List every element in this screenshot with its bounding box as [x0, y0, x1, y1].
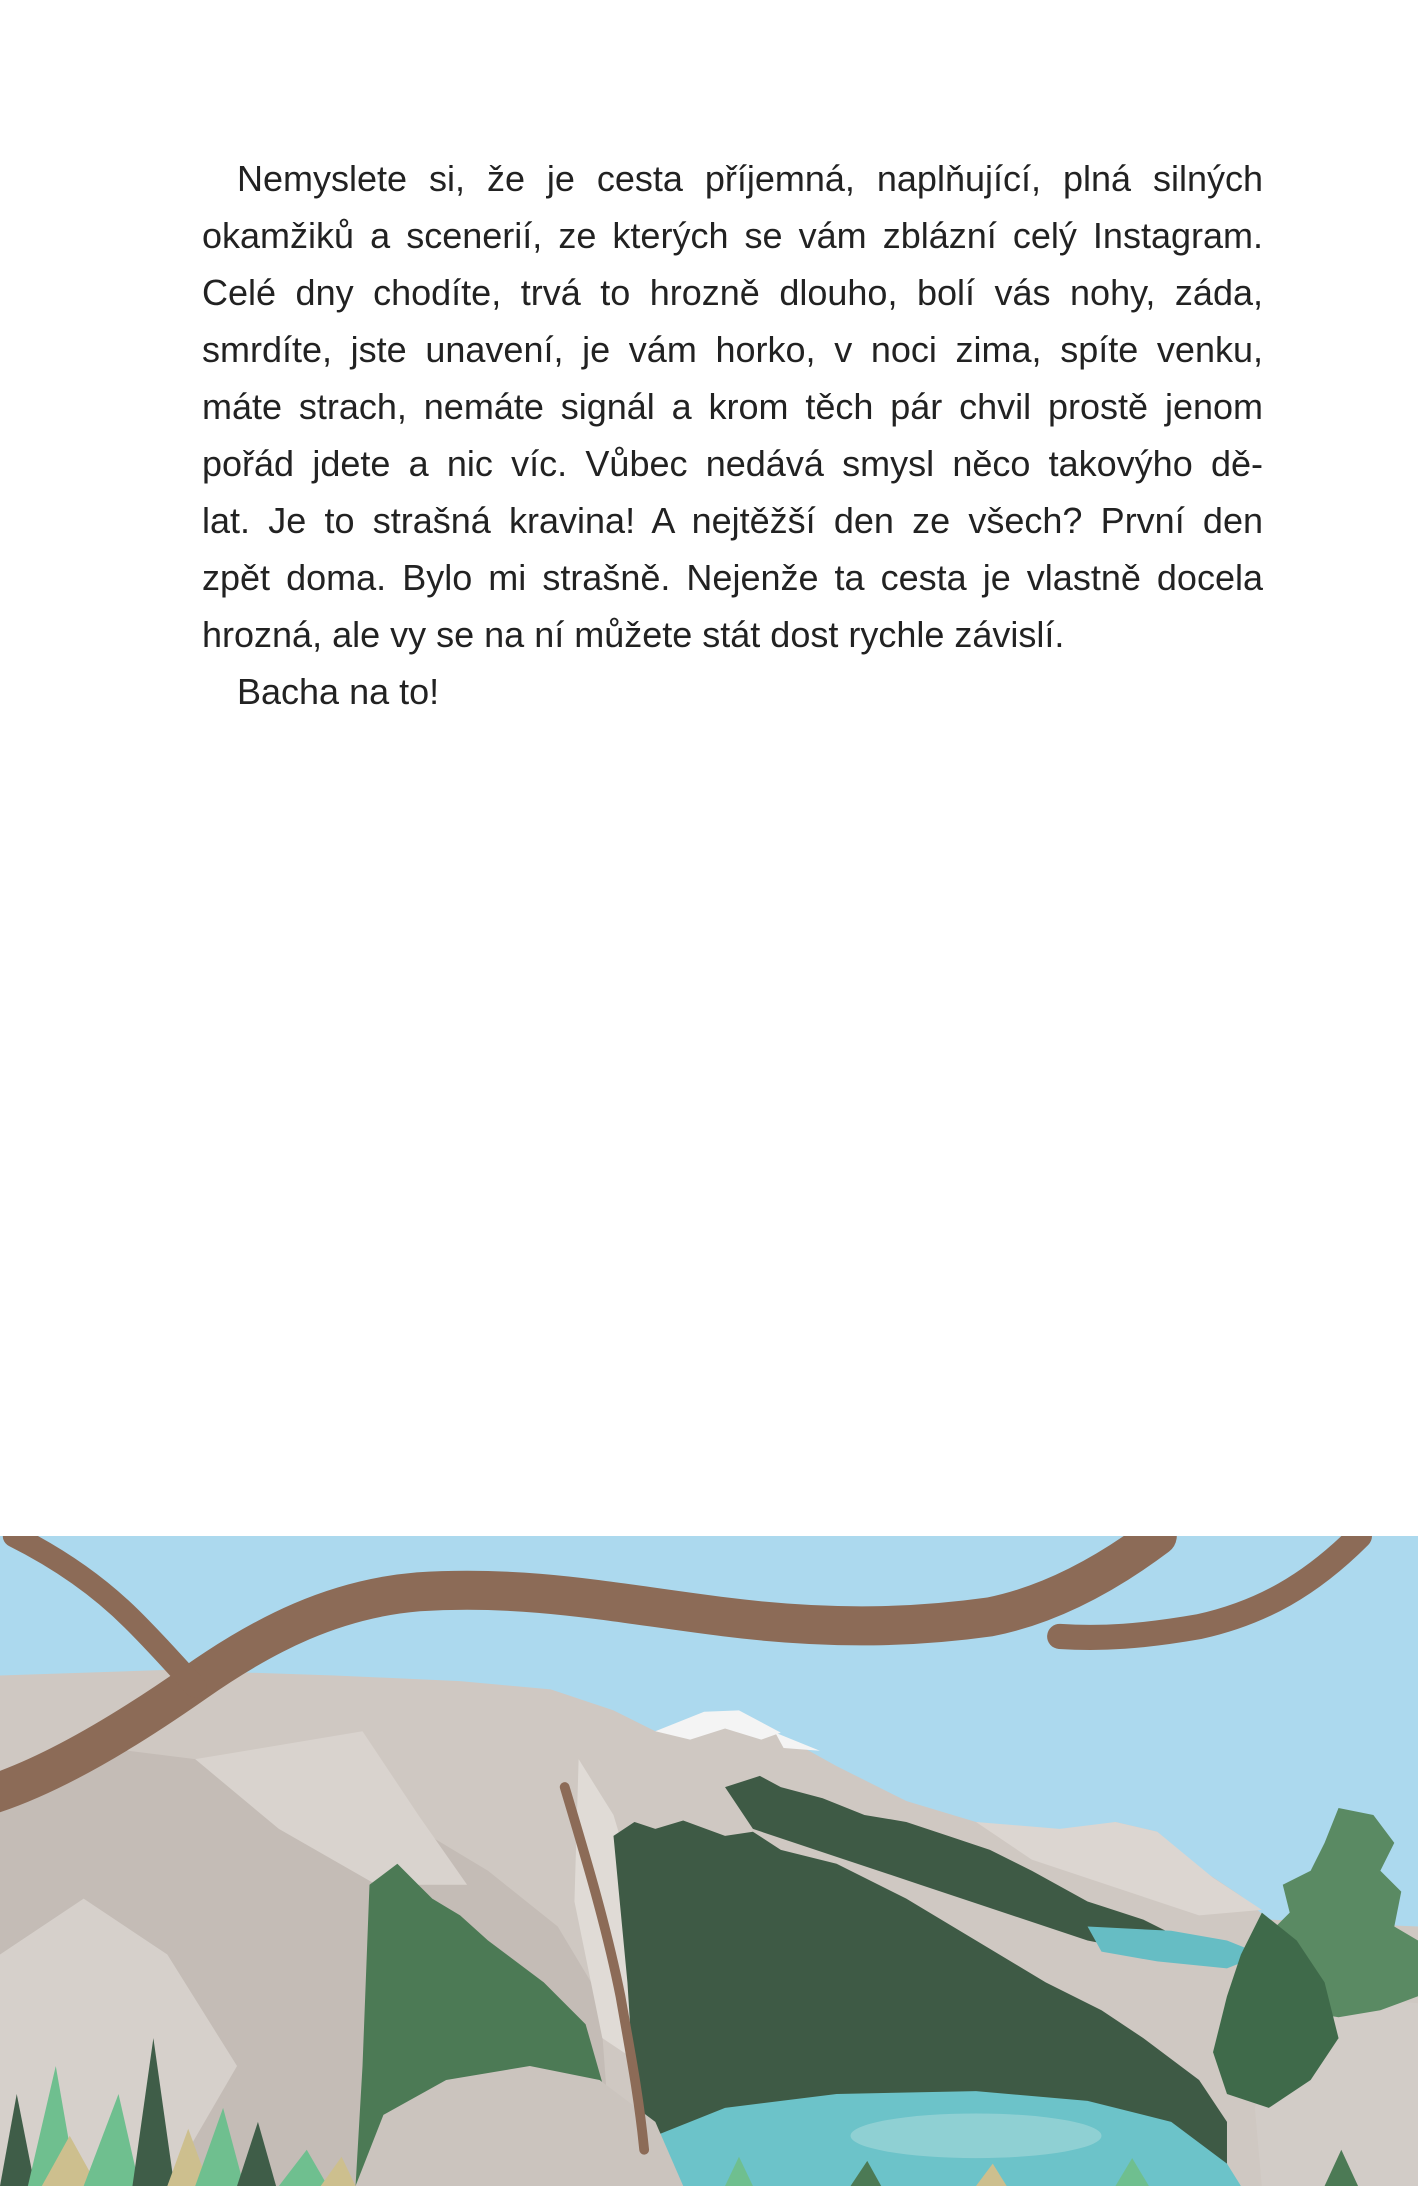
text-line: hrozná, ale vy se na ní můžete stát dost rychle závislí.	[202, 614, 1065, 655]
landscape-illustration	[0, 1536, 1418, 2186]
paragraph-2	[202, 663, 1263, 720]
text-line: Nemyslete si, že je cesta příjemná, naplňující, plná silných	[237, 158, 1263, 199]
body-text	[202, 150, 1263, 720]
text-line: smrdíte, jste unavení, je vám horko, v noci zima, spíte venku,	[202, 329, 1263, 370]
text-line: pořád jdete a nic víc. Vůbec nedává smysl něco takovýho dě-	[202, 443, 1263, 484]
text-line: lat. Je to strašná kravina! A nejtěžší den ze všech? První den	[202, 500, 1263, 541]
text-line: okamžiků a scenerií, ze kterých se vám zblázní celý Instagram.	[202, 215, 1263, 256]
lake-highlight	[851, 2113, 1102, 2158]
text-line: zpět doma. Bylo mi strašně. Nejenže ta cesta je vlastně docela	[202, 557, 1263, 598]
text-line: máte strach, nemáte signál a krom těch pár chvil prostě jenom	[202, 386, 1263, 427]
text-line: Celé dny chodíte, trvá to hrozně dlouho, bolí vás nohy, záda,	[202, 272, 1263, 313]
text-line: Bacha na to!	[237, 671, 440, 712]
paragraph-1	[202, 150, 1263, 663]
